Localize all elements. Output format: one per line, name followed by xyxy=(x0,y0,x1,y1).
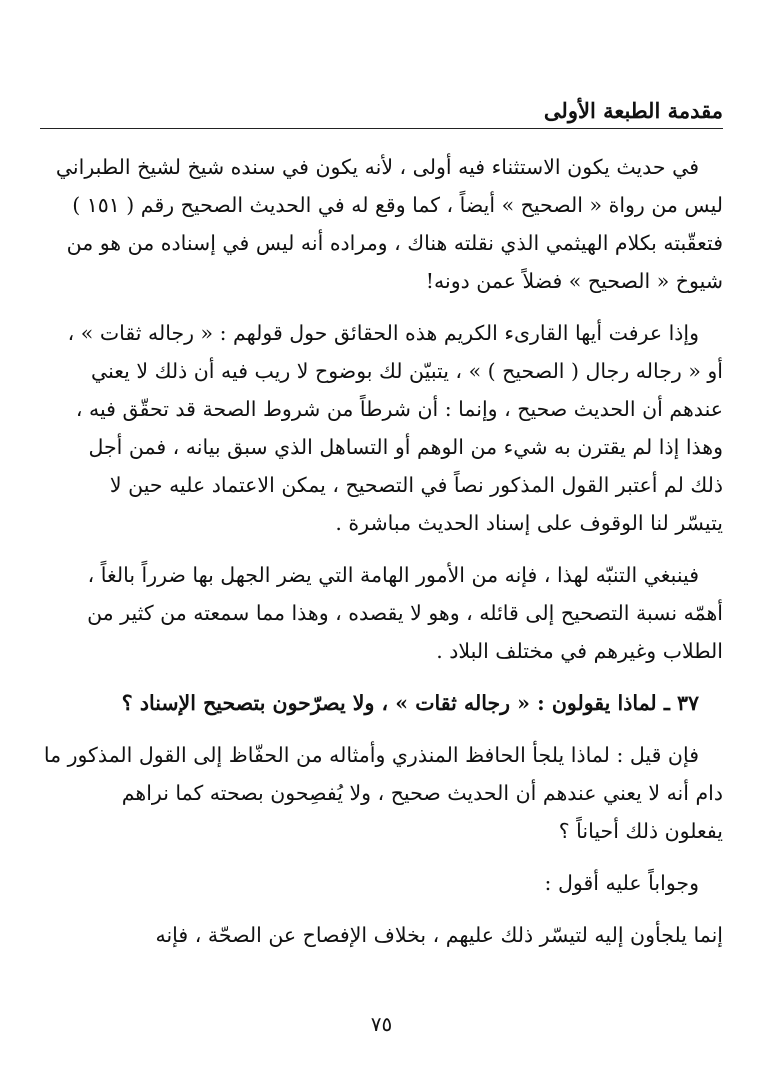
section-paragraph-1 xyxy=(40,736,723,850)
paragraph-line: فينبغي التنبّه لهذا ، فإنه من الأمور الهامة التي يضر الجهل بها ضرراً بالغاً ، xyxy=(87,563,699,587)
page-number: ٧٥ xyxy=(370,1012,393,1036)
paragraph-line: ليس من رواة « الصحيح » أيضاً ، كما وقع له في الحديث الصحيح رقم ( ١٥١ ) xyxy=(72,193,723,217)
paragraph-line: عندهم أن الحديث صحيح ، وإنما : أن شرطاً من شروط الصحة قد تحقّق فيه ، xyxy=(75,397,723,421)
page-body xyxy=(40,148,723,968)
paragraph-3 xyxy=(40,556,723,670)
paragraph-line: ذلك لم أعتبر القول المذكور نصاً في التصحيح ، يمكن الاعتماد عليه حين لا xyxy=(109,473,723,497)
paragraph-line: دام أنه لا يعني عندهم أن الحديث صحيح ، ولا يُفصِحون بصحته كما نراهم xyxy=(121,781,723,805)
paragraph-line: في حديث يكون الاستثناء فيه أولى ، لأنه يكون في سنده شيخ لشيخ الطبراني xyxy=(55,155,699,179)
paragraph-line: شيوخ « الصحيح » فضلاً عمن دونه! xyxy=(425,269,723,293)
header-rule xyxy=(40,128,723,129)
paragraph-2 xyxy=(40,314,723,542)
paragraph-line: أو « رجاله رجال ( الصحيح ) » ، يتبيّن لك بوضوح لا ريب فيه أن ذلك لا يعني xyxy=(90,359,723,383)
paragraph-line: وجواباً عليه أقول : xyxy=(544,871,699,895)
paragraph-line: أهمّه نسبة التصحيح إلى قائله ، وهو لا يقصده ، وهذا مما سمعته من كثير من xyxy=(87,601,723,625)
paragraph-line: فإن قيل : لماذا يلجأ الحافظ المنذري وأمثاله من الحفّاظ إلى القول المذكور ما xyxy=(43,743,699,767)
paragraph-line: وهذا إذا لم يقترن به شيء من الوهم أو التساهل الذي سبق بيانه ، فمن أجل xyxy=(88,435,723,459)
section-heading: ٣٧ ـ لماذا يقولون : « رجاله ثقات » ، ولا يصرّحون بتصحيح الإسناد ؟ xyxy=(121,691,699,715)
running-header: مقدمة الطبعة الأولى xyxy=(543,98,723,123)
paragraph-line: يفعلون ذلك أحياناً ؟ xyxy=(558,819,723,843)
paragraph-line: فتعقّبته بكلام الهيثمي الذي نقلته هناك ، ومراده أنه ليس في إسناده من هو من xyxy=(66,231,723,255)
paragraph-1 xyxy=(40,148,723,300)
section-paragraph-2 xyxy=(40,864,723,902)
section-paragraph-3 xyxy=(40,916,723,954)
paragraph-line: يتيسّر لنا الوقوف على إسناد الحديث مباشرة . xyxy=(335,511,723,535)
paragraph-line: الطلاب وغيرهم في مختلف البلاد . xyxy=(436,639,723,663)
paragraph-line: إنما يلجأون إليه لتيسّر ذلك عليهم ، بخلاف الإفصاح عن الصحّة ، فإنه xyxy=(155,923,723,947)
paragraph-line: وإذا عرفت أيها القارىء الكريم هذه الحقائق حول قولهم : « رجاله ثقات » ، xyxy=(67,321,699,345)
